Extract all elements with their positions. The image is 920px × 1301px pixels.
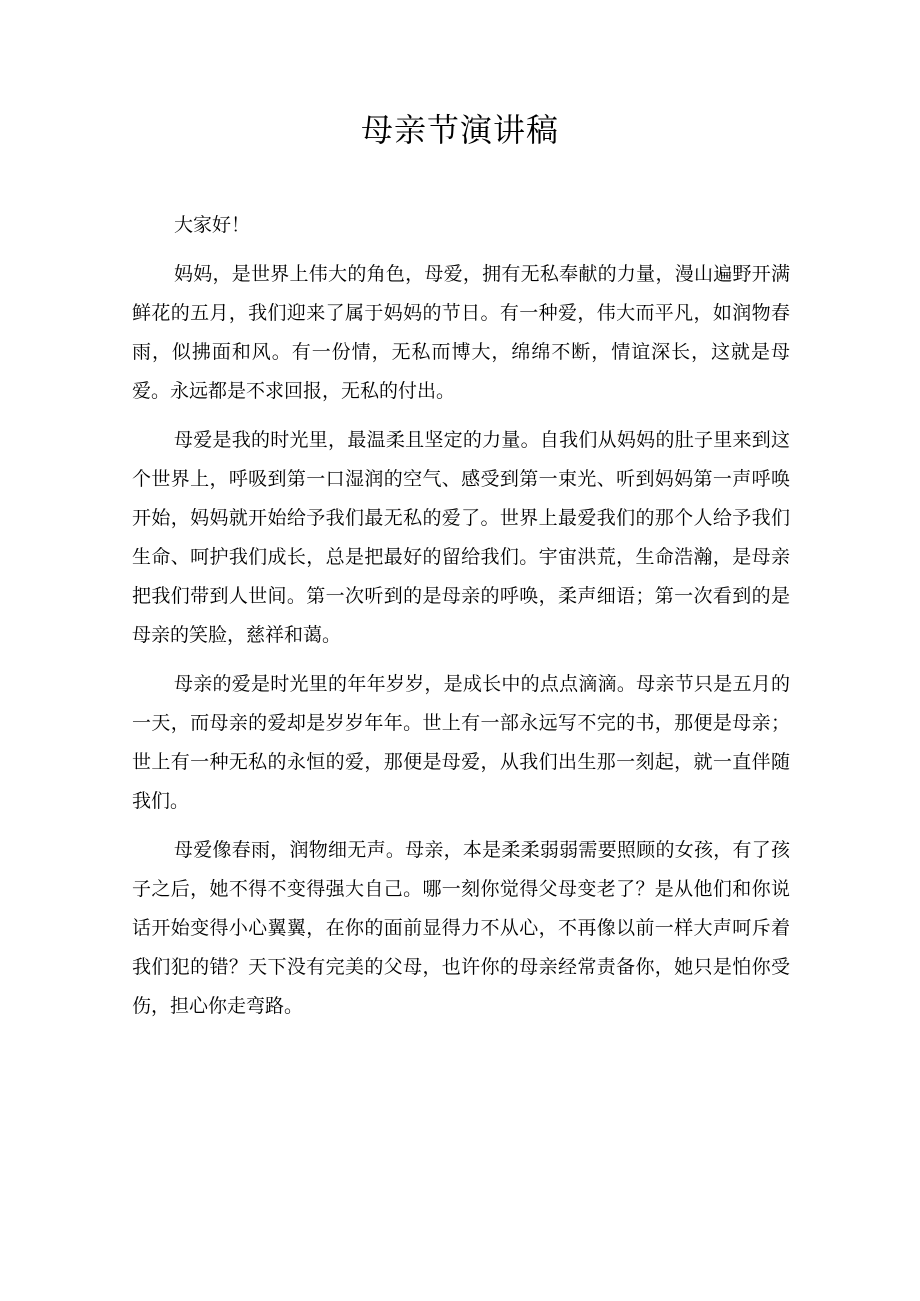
document-title: 母亲节演讲稿 bbox=[360, 111, 559, 149]
paragraph-2: 母爱是我的时光里，最温柔且坚定的力量。自我们从妈妈的肚子里来到这个世界上，呼吸到第一口湿润的空气、感受到第一束光、听到妈妈第一声呼唤开始，妈妈就开始给予我们最无私的爱了。世界上最爱我们的那个人给予我们生命、呵护我们成长，总是把最好的留给我们。宇宙洪荒，生命浩瀚，是母亲把我们带到人世间。第一次听到的是母亲的呼唤，柔声细语；第一次看到的是母亲的笑脸，慈祥和蔼。 bbox=[132, 429, 790, 646]
greeting: 大家好！ bbox=[174, 214, 251, 236]
paragraph-3: 母亲的爱是时光里的年年岁岁，是成长中的点点滴滴。母亲节只是五月的一天，而母亲的爱却是岁岁年年。世上有一部永远写不完的书，那便是母亲；世上有一种无私的永恒的爱，那便是母爱，从我们出生那一刻起，就一直伴随我们。 bbox=[132, 673, 790, 812]
document-body bbox=[132, 206, 790, 1036]
paragraph-1: 妈妈，是世界上伟大的角色，母爱，拥有无私奉献的力量，漫山遍野开满鲜花的五月，我们迎来了属于妈妈的节日。有一种爱，伟大而平凡，如润物春雨，似拂面和风。有一份情，无私而博大，绵绵不断，情谊深长，这就是母爱。永远都是不求回报，无私的付出。 bbox=[132, 263, 790, 402]
paragraph-4: 母爱像春雨，润物细无声。母亲，本是柔柔弱弱需要照顾的女孩，有了孩子之后，她不得不变得强大自己。哪一刻你觉得父母变老了？是从他们和你说话开始变得小心翼翼，在你的面前显得力不从心，不再像以前一样大声呵斥着我们犯的错？天下没有完美的父母，也许你的母亲经常责备你，她只是怕你受伤，担心你走弯路。 bbox=[132, 839, 790, 1017]
